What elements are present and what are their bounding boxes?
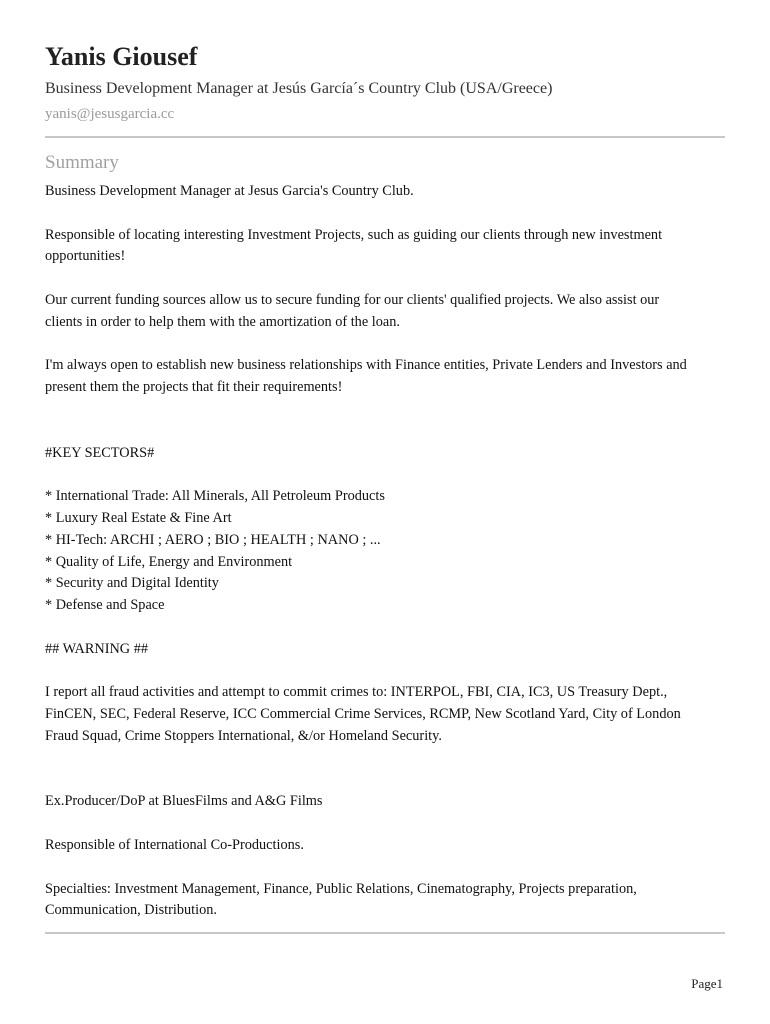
summary-line [45, 857, 725, 879]
summary-heading: Summary [45, 152, 119, 173]
summary-line: * Luxury Real Estate & Fine Art [45, 509, 232, 526]
summary-line [45, 334, 725, 356]
summary-line: I report all fraud activities and attempt to commit crimes to: INTERPOL, FBI, CIA, IC3, US Treasury Dept., [45, 684, 668, 701]
summary-line [45, 813, 725, 835]
summary-line: ## WARNING ## [45, 640, 148, 657]
summary-line: * Quality of Life, Energy and Environment [45, 553, 293, 570]
summary-line [45, 268, 725, 290]
summary-line: Specialties: Investment Management, Finance, Public Relations, Cinematography, Projects preparation, [45, 880, 637, 897]
summary-line: Responsible of locating interesting Investment Projects, such as guiding our clients through new investment [45, 226, 663, 243]
summary-line: I'm always open to establish new business relationships with Finance entities, Private Lenders and Investors and [45, 357, 687, 374]
profile-name: Yanis Giousef [45, 42, 198, 71]
summary-line: clients in order to help them with the amortization of the loan. [45, 313, 400, 330]
footer-divider [45, 932, 725, 934]
summary-line: present them the projects that fit their requirements! [45, 379, 343, 396]
page-number: Page1 [691, 976, 723, 991]
summary-line [45, 399, 725, 421]
summary-line [45, 203, 725, 225]
summary-line: * Security and Digital Identity [45, 575, 219, 592]
summary-body [45, 181, 725, 922]
summary-line: Ex.Producer/DoP at BluesFilms and A&G Films [45, 793, 323, 810]
summary-line: Communication, Distribution. [45, 902, 217, 919]
header-divider [45, 136, 725, 138]
summary-line: Responsible of International Co-Productions. [45, 836, 304, 853]
summary-line: * International Trade: All Minerals, All Petroleum Products [45, 488, 385, 505]
summary-line [45, 421, 725, 443]
summary-line [45, 748, 725, 770]
summary-line: opportunities! [45, 248, 126, 265]
summary-line: Fraud Squad, Crime Stoppers International, &/or Homeland Security. [45, 727, 442, 744]
profile-email[interactable]: yanis@jesusgarcia.cc [45, 106, 175, 122]
summary-line: Business Development Manager at Jesus Garcia's Country Club. [45, 183, 414, 199]
summary-line [45, 770, 725, 792]
summary-line [45, 617, 725, 639]
summary-line: #KEY SECTORS# [45, 444, 155, 461]
profile-headline: Business Development Manager at Jesús García´s Country Club (USA/Greece) [45, 80, 553, 97]
summary-line [45, 464, 725, 486]
summary-line: * HI-Tech: ARCHI ; AERO ; BIO ; HEALTH ; NANO ; ... [45, 531, 381, 548]
summary-line: Our current funding sources allow us to secure funding for our clients' qualified projects. We also assist our [45, 291, 660, 308]
summary-line: * Defense and Space [45, 597, 165, 614]
summary-line: FinCEN, SEC, Federal Reserve, ICC Commercial Crime Services, RCMP, New Scotland Yard, City of London [45, 706, 681, 723]
summary-line [45, 661, 725, 683]
